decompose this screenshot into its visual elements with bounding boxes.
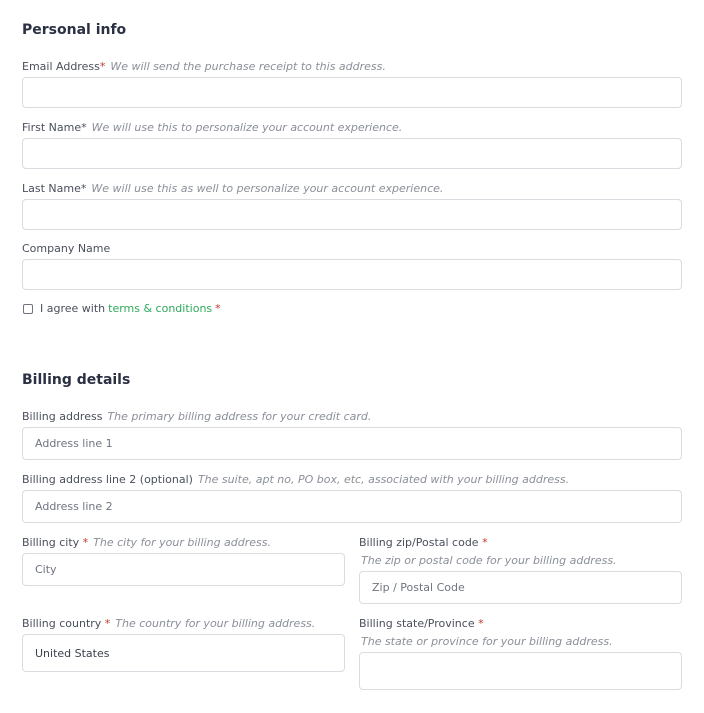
billing-country-label-row (22, 617, 345, 631)
billing-city-required-mark: * (82, 536, 89, 549)
email-input[interactable] (22, 77, 682, 108)
billing-city-hint: The city for your billing address. (93, 536, 271, 549)
billing-address-input[interactable] (22, 427, 682, 460)
billing-country-required-mark: * (104, 617, 111, 630)
billing-details-title: Billing details (22, 372, 131, 388)
billing-address-label: Billing address (22, 410, 103, 423)
billing-address-field-group (22, 410, 682, 460)
agree-checkbox[interactable] (23, 304, 33, 314)
company-label: Company Name (22, 242, 111, 255)
first-name-hint: We will use this to personalize your account experience. (91, 121, 403, 134)
company-input[interactable] (22, 259, 682, 290)
last-name-label-row (22, 182, 682, 196)
billing-state-required-mark: * (478, 617, 484, 630)
email-label-row (22, 60, 682, 74)
last-name-input[interactable] (22, 199, 682, 230)
billing-address2-input[interactable] (22, 490, 682, 523)
billing-address2-label: Billing address line 2 (optional) (22, 473, 193, 486)
company-field-group (22, 242, 682, 290)
agree-required-mark: * (215, 302, 221, 315)
last-name-field-group (22, 182, 682, 230)
billing-address-label-row (22, 410, 682, 424)
first-name-label-row (22, 121, 682, 135)
billing-zip-label: Billing zip/Postal code (359, 536, 479, 549)
billing-state-input[interactable] (359, 652, 682, 690)
billing-zip-input[interactable] (359, 571, 682, 604)
billing-country-hint: The country for your billing address. (115, 617, 316, 630)
billing-state-field-group (359, 617, 682, 690)
email-label: Email Address (22, 60, 100, 73)
agree-row (22, 302, 221, 315)
email-field-group (22, 60, 682, 108)
billing-state-label: Billing state/Province (359, 617, 475, 630)
billing-country-select[interactable] (22, 634, 345, 672)
first-name-field-group (22, 121, 682, 169)
billing-country-label: Billing country (22, 617, 102, 630)
billing-country-field-group (22, 617, 345, 672)
last-name-hint: We will use this as well to personalize your account experience. (91, 182, 444, 195)
terms-conditions-link[interactable]: terms & conditions (108, 302, 213, 315)
first-name-label: First Name* (22, 121, 87, 134)
billing-city-label: Billing city (22, 536, 80, 549)
billing-city-label-row (22, 536, 345, 550)
agree-text: I agree with (40, 302, 106, 315)
personal-info-title: Personal info (22, 22, 127, 38)
billing-zip-field-group (359, 536, 682, 604)
billing-zip-required-mark: * (482, 536, 488, 549)
email-required-mark: * (99, 60, 106, 73)
billing-address2-field-group (22, 473, 682, 523)
first-name-input[interactable] (22, 138, 682, 169)
billing-zip-label-row (359, 536, 682, 550)
billing-state-hint: The state or province for your billing address. (361, 635, 613, 648)
billing-city-input[interactable] (22, 553, 345, 586)
company-label-row (22, 242, 682, 256)
email-hint: We will send the purchase receipt to this address. (110, 60, 386, 73)
billing-state-label-row (359, 617, 682, 631)
billing-city-field-group (22, 536, 345, 586)
billing-address-hint: The primary billing address for your credit card. (107, 410, 372, 423)
billing-address2-hint: The suite, apt no, PO box, etc, associated with your billing address. (197, 473, 570, 486)
last-name-label: Last Name* (22, 182, 87, 195)
billing-zip-hint: The zip or postal code for your billing address. (361, 554, 617, 567)
billing-address2-label-row (22, 473, 682, 487)
